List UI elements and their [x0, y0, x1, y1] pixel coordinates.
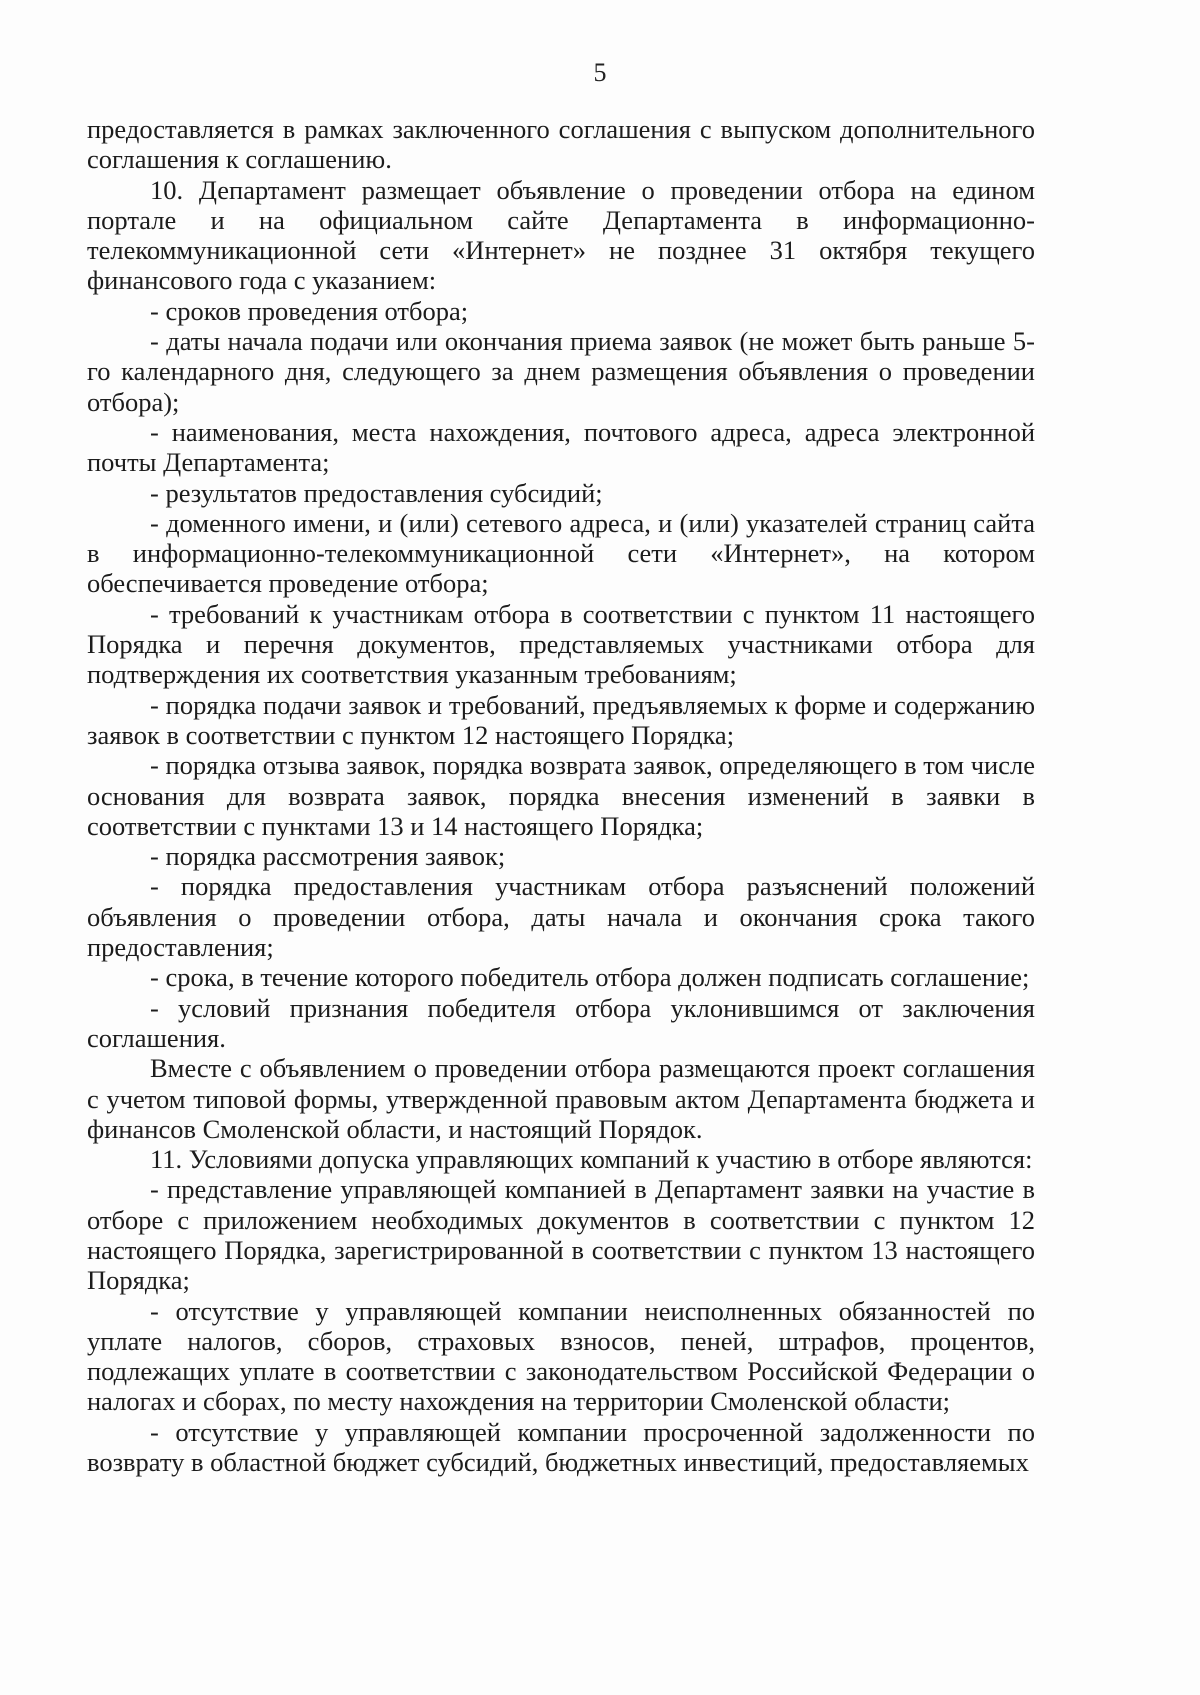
- paragraph: - результатов предоставления субсидий;: [150, 477, 603, 508]
- paragraph: - доменного имени, и (или) сетевого адреса, и (или) указателей страниц сайта в информационно-телекоммуникационной сети «Интернет», на котором обеспечивается проведение отбора;: [87, 507, 1035, 599]
- paragraph: - порядка рассмотрения заявок;: [150, 841, 506, 872]
- paragraph: - представление управляющей компанией в Департамент заявки на участие в отборе с приложением необходимых документов в соответствии с пунктом 12 настоящего Порядка, зарегистрированной в соответствии с пунктом 13 настоящего Порядка;: [87, 1174, 1035, 1296]
- paragraph: предоставляется в рамках заключенного соглашения с выпуском дополнительного соглашения к соглашению.: [87, 114, 1035, 175]
- page-number: 5: [593, 58, 607, 87]
- paragraph: - порядка предоставления участникам отбора разъяснений положений объявления о проведении отбора, даты начала и окончания срока такого предоставления;: [87, 871, 1035, 963]
- paragraph: Вместе с объявлением о проведении отбора размещаются проект соглашения с учетом типовой формы, утвержденной правовым актом Департамента бюджета и финансов Смоленской области, и настоящий Порядок.: [87, 1053, 1035, 1144]
- paragraph: - отсутствие у управляющей компании просроченной задолженности по возврату в областной бюджет субсидий, бюджетных инвестиций, предоставляемых: [87, 1416, 1035, 1478]
- paragraph: - порядка подачи заявок и требований, предъявляемых к форме и содержанию заявок в соответствии с пунктом 12 настоящего Порядка;: [87, 689, 1035, 750]
- paragraph: 11. Условиями допуска управляющих компаний к участию в отборе являются:: [150, 1144, 1033, 1175]
- paragraph: - порядка отзыва заявок, порядка возврата заявок, определяющего в том числе основания для возврата заявок, порядка внесения изменений в заявки в соответствии с пунктами 13 и 14 настоящего Порядка;: [87, 750, 1035, 841]
- paragraph: - условий признания победителя отбора уклонившимся от заключения соглашения.: [87, 992, 1035, 1053]
- document-body: [87, 114, 1035, 1477]
- paragraph: - отсутствие у управляющей компании неисполненных обязанностей по уплате налогов, сборов, страховых взносов, пеней, штрафов, процентов, подлежащих уплате в соответствии с законодательством Российской Федерации о налогах и сборах, по месту нахождения на территории Смоленской области;: [87, 1295, 1035, 1417]
- paragraph: - срока, в течение которого победитель отбора должен подписать соглашение;: [150, 962, 1030, 993]
- paragraph: - наименования, места нахождения, почтового адреса, адреса электронной почты Департамента;: [87, 416, 1035, 478]
- paragraph: - сроков проведения отбора;: [150, 295, 469, 326]
- paragraph: 10. Департамент размещает объявление о проведении отбора на едином портале и на официальном сайте Департамента в информационно-телекоммуникационной сети «Интернет» не позднее 31 октября текущего финансового года с указанием:: [87, 174, 1035, 296]
- paragraph: - даты начала подачи или окончания приема заявок (не может быть раньше 5-го календарного дня, следующего за днем размещения объявления о проведении отбора);: [87, 326, 1035, 417]
- paragraph: - требований к участникам отбора в соответствии с пунктом 11 настоящего Порядка и перечня документов, представляемых участниками отбора для подтверждения их соответствия указанным требованиям;: [87, 598, 1035, 690]
